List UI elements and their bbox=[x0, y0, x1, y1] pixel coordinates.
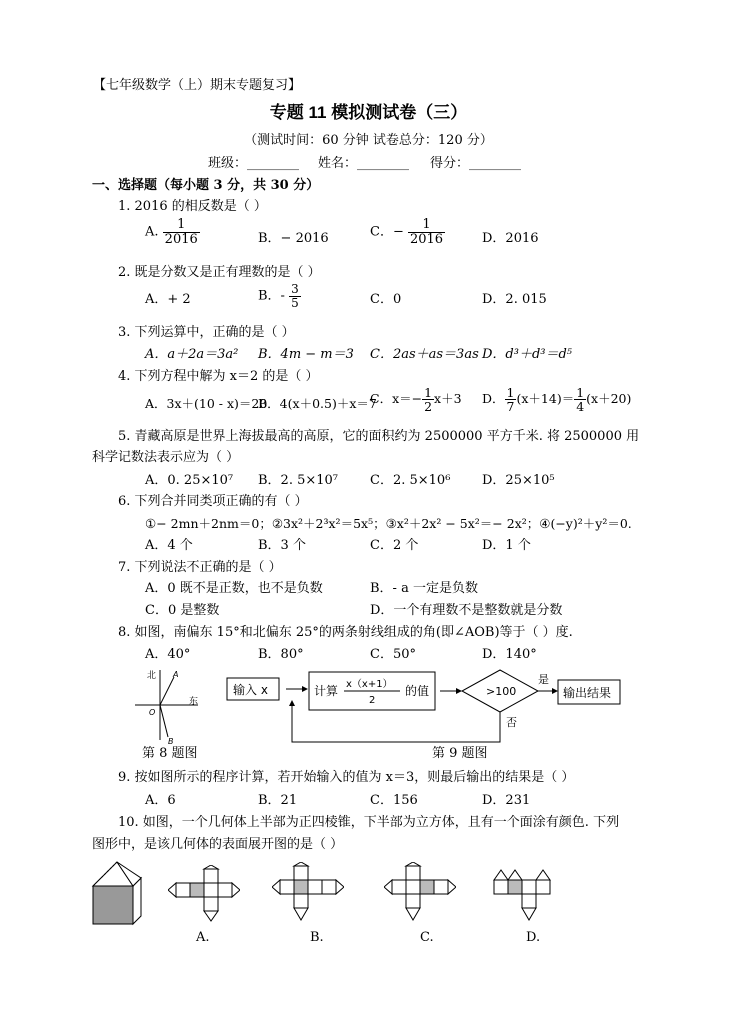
q4-option-d: D． $\frac{1}{7}$ (x＋14)＝ $\frac{1}{4}$ (x＋20) bbox=[482, 385, 632, 415]
net-c-tri-right bbox=[448, 880, 456, 894]
net-b-tri-right bbox=[336, 880, 344, 894]
q4-option-a: A．3x＋(10 - x)＝20 bbox=[145, 396, 268, 411]
figure-9-flowchart bbox=[222, 666, 632, 746]
arrow-yes-head bbox=[552, 688, 558, 694]
yes-label: 是 bbox=[538, 673, 549, 686]
net-b-tri-left bbox=[272, 880, 280, 894]
q9-stem: 9. 按如图所示的程序计算，若开始输入的值为 x＝3，则最后输出的结果是（ ） bbox=[118, 770, 575, 785]
q10-line2: 图形中，是该几何体的表面展开图的是（ ） bbox=[92, 837, 344, 852]
net-option-b bbox=[272, 862, 344, 928]
net-a-face-colored bbox=[190, 883, 204, 897]
net-b-face-colored bbox=[294, 880, 308, 894]
net-d-face-bottom bbox=[522, 894, 536, 908]
q1-option-c: C．− $\frac{1}{2016}$ bbox=[370, 217, 444, 247]
net-d-face-3 bbox=[522, 880, 536, 894]
q4-stem: 4. 下列方程中解为 x＝2 的是（ ） bbox=[118, 369, 319, 384]
compute-suffix: 的值 bbox=[405, 684, 430, 698]
net-a-face-4 bbox=[218, 883, 232, 897]
q9-option-a: A．6 bbox=[145, 793, 176, 808]
q3-option-c: C．2as＋as＝3as bbox=[370, 347, 479, 362]
loop-back-head bbox=[289, 700, 295, 706]
q8-option-d: D．140° bbox=[482, 647, 537, 662]
q5-line2: 科学记数法表示应为（ ） bbox=[92, 450, 240, 465]
q5-option-b: B．2. 5×10⁷ bbox=[258, 473, 339, 488]
net-b-tri-top bbox=[294, 862, 308, 866]
compute-prefix: 计算 bbox=[314, 684, 339, 698]
test-meta: （测试时间：60 分钟 试卷总分：120 分） bbox=[244, 133, 493, 148]
net-c-face-1 bbox=[392, 880, 406, 894]
net-b-face-3 bbox=[308, 880, 322, 894]
net-d-tri-4 bbox=[522, 908, 536, 920]
net-b-tri-bottom bbox=[294, 908, 308, 920]
net-d-tri-1 bbox=[494, 870, 508, 880]
net-option-d bbox=[490, 862, 562, 928]
input-label: 输入 x bbox=[233, 683, 268, 697]
q4-option-b: B．4(x＋0.5)＋x＝7 bbox=[258, 396, 377, 411]
q6-option-c: C．2 个 bbox=[370, 538, 419, 553]
q8-option-b: B．80° bbox=[258, 647, 304, 662]
net-d-tri-3 bbox=[536, 870, 550, 880]
q7-option-c: C．0 是整数 bbox=[145, 603, 220, 618]
q2-option-b: B．- $\frac{3}{5}$ bbox=[258, 282, 299, 310]
q6-option-d: D．1 个 bbox=[482, 538, 531, 553]
class-field: 班级：________ bbox=[208, 156, 300, 171]
section-title: 一、选择题（每小题 3 分，共 30 分） bbox=[92, 178, 320, 193]
net-c-tri-top bbox=[406, 862, 420, 866]
q9-option-c: C．156 bbox=[370, 793, 418, 808]
net-b-face-4 bbox=[322, 880, 336, 894]
net-a-face-1 bbox=[176, 883, 190, 897]
net-c-face-colored bbox=[420, 880, 434, 894]
net-a-face-top bbox=[204, 869, 218, 883]
net-option-a bbox=[168, 865, 240, 925]
net-a-face-3 bbox=[204, 883, 218, 897]
net-d-tri-2 bbox=[508, 870, 522, 880]
q2-option-a: A．+ 2 bbox=[145, 292, 191, 307]
figure-8-compass bbox=[130, 665, 210, 745]
net-c-face-4 bbox=[434, 880, 448, 894]
q3-stem: 3. 下列运算中，正确的是（ ） bbox=[118, 325, 295, 340]
q6-items: ①− 2mn＋2nm＝0；②3x²＋2³x²＝5x⁵；③x²＋2x² − 5x²＝− 2x²；④(−y)²＋y²＝0. bbox=[145, 516, 632, 531]
q3-option-b: B．4m − m＝3 bbox=[258, 347, 354, 362]
q7-option-b: B．- a 一定是负数 bbox=[370, 581, 478, 596]
q1-option-d: D．2016 bbox=[482, 231, 539, 246]
q6-option-a: A．4 个 bbox=[145, 538, 193, 553]
figure-8-caption: 第 8 题图 bbox=[142, 746, 198, 761]
q1-option-b: B．− 2016 bbox=[258, 231, 329, 246]
q10-line1: 10. 如图，一个几何体上半部为正四棱锥，下半部为立方体，且有一个面涂有颜色. 下列 bbox=[118, 815, 620, 830]
origin-label: O bbox=[149, 708, 156, 717]
q1-option-a: A. $\frac{1}{2016}$ bbox=[145, 217, 198, 247]
compute-denominator: 2 bbox=[369, 695, 376, 706]
header-tag: 【七年级数学（上）期末专题复习】 bbox=[93, 78, 302, 93]
q7-stem: 7. 下列说法不正确的是（ ） bbox=[118, 560, 282, 575]
q5-option-c: C．2. 5×10⁶ bbox=[370, 473, 451, 488]
q7-option-d: D．一个有理数不是整数就是分数 bbox=[370, 603, 563, 618]
ray-ob bbox=[160, 705, 168, 737]
page-title: 专题 11 模拟测试卷（三） bbox=[269, 103, 468, 122]
point-a-label: A bbox=[173, 670, 179, 679]
net-a-face-bottom bbox=[204, 897, 218, 911]
q9-option-b: B．21 bbox=[258, 793, 298, 808]
output-label: 输出结果 bbox=[563, 686, 612, 700]
q10-option-b: B. bbox=[310, 930, 324, 945]
net-c-face-2 bbox=[406, 880, 420, 894]
net-b-face-bottom bbox=[294, 894, 308, 908]
net-b-face-top bbox=[294, 866, 308, 880]
q9-option-d: D．231 bbox=[482, 793, 531, 808]
net-c-tri-left bbox=[384, 880, 392, 894]
q8-stem: 8. 如图，南偏东 15°和北偏东 25°的两条射线组成的角(即∠AOB)等于（ ）度. bbox=[118, 625, 573, 640]
q1-stem: 1. 2016 的相反数是（ ） bbox=[118, 199, 267, 214]
net-a-tri-top bbox=[204, 865, 218, 869]
compute-numerator: x（x+1） bbox=[346, 679, 393, 690]
net-d-face-colored bbox=[508, 880, 522, 894]
net-c-face-top bbox=[406, 866, 420, 880]
q4-option-c: C．x＝− $\frac{1}{2}$ x＋3 bbox=[370, 385, 462, 415]
q10-option-a: A. bbox=[196, 930, 210, 945]
q3-option-d: D．d³＋d³＝d⁵ bbox=[482, 347, 573, 362]
q2-option-c: C．0 bbox=[370, 292, 402, 307]
net-d-face-1 bbox=[494, 880, 508, 894]
q8-option-c: C．50° bbox=[370, 647, 416, 662]
net-b-face-1 bbox=[280, 880, 294, 894]
q6-option-b: B．3 个 bbox=[258, 538, 306, 553]
q2-option-d: D．2. 015 bbox=[482, 292, 547, 307]
name-field: 姓名：________ bbox=[318, 156, 410, 171]
q3-option-a: A．a＋2a＝3a² bbox=[145, 347, 239, 362]
cube-front-face bbox=[93, 886, 133, 924]
solid-figure bbox=[88, 858, 148, 928]
net-d-face-4 bbox=[536, 880, 550, 894]
q7-option-a: A．0 既不是正数，也不是负数 bbox=[145, 581, 323, 596]
no-label: 否 bbox=[506, 716, 517, 729]
north-label: 北 bbox=[147, 671, 157, 681]
q5-line1: 5. 青藏高原是世界上海拔最高的高原，它的面积约为 2500000 平方千米. 将 2500000 用 bbox=[118, 429, 640, 444]
q10-option-d: D. bbox=[526, 930, 541, 945]
q5-option-d: D．25×10⁵ bbox=[482, 473, 555, 488]
net-a-tri-right bbox=[232, 883, 240, 897]
net-a-tri-bottom bbox=[204, 911, 218, 921]
q2-stem: 2. 既是分数又是正有理数的是（ ） bbox=[118, 265, 321, 280]
q8-option-a: A．40° bbox=[145, 647, 191, 662]
net-option-c bbox=[384, 862, 456, 928]
net-c-face-bottom bbox=[406, 894, 420, 908]
condition-label: >100 bbox=[486, 685, 517, 698]
point-b-label: B bbox=[168, 737, 174, 745]
q6-stem: 6. 下列合并同类项正确的有（ ） bbox=[118, 494, 308, 509]
q10-option-c: C. bbox=[420, 930, 434, 945]
arrow-1-head bbox=[302, 686, 308, 692]
figure-9-caption: 第 9 题图 bbox=[432, 746, 488, 761]
q5-option-a: A．0. 25×10⁷ bbox=[145, 473, 234, 488]
net-a-tri-left bbox=[168, 883, 176, 897]
east-label: 东 bbox=[189, 697, 199, 707]
net-c-tri-bottom bbox=[406, 908, 420, 920]
ray-oa bbox=[160, 677, 174, 705]
loop-back-line bbox=[292, 706, 500, 742]
score-field: 得分：________ bbox=[430, 156, 522, 171]
